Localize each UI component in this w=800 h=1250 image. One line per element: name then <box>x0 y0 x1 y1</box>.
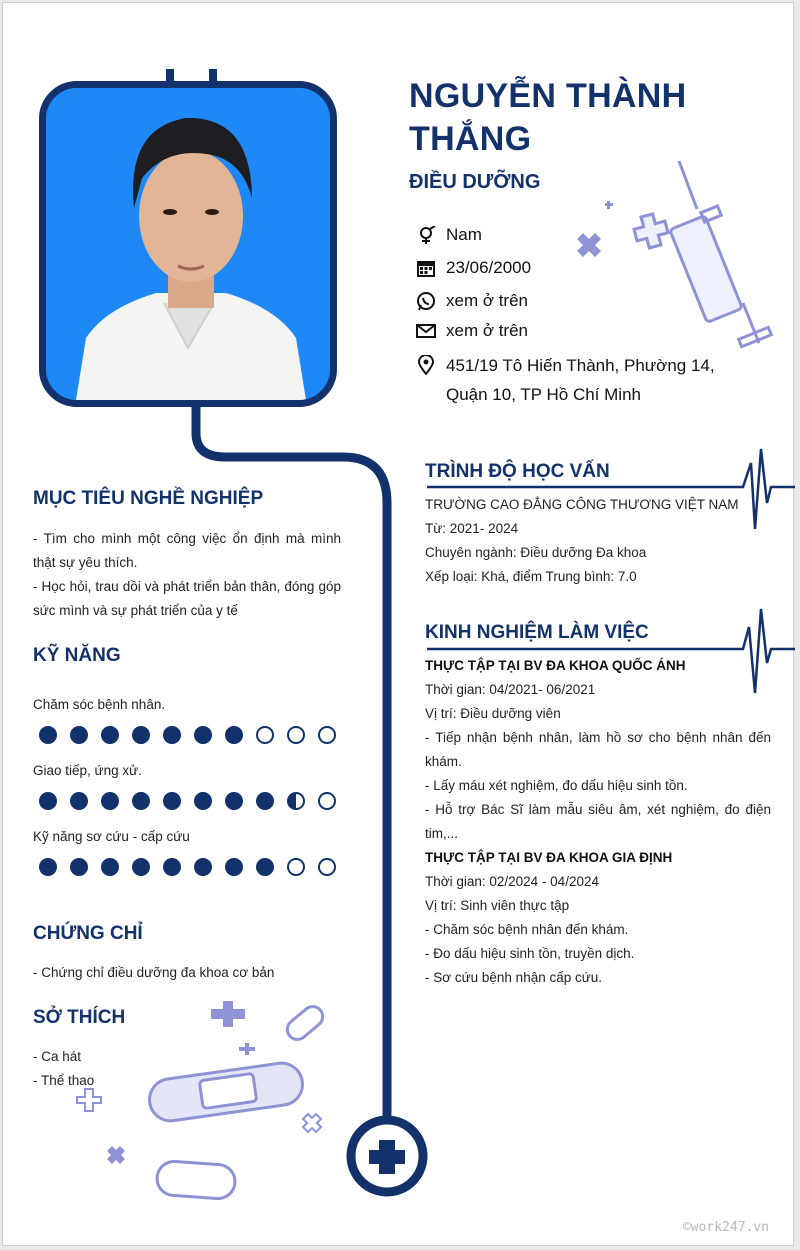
job-time: Thời gian: 02/2024 - 04/2024 <box>425 874 599 889</box>
gender-value: Nam <box>446 225 482 244</box>
profile-photo <box>39 81 337 407</box>
address-value <box>446 351 715 409</box>
skills-title: KỸ NĂNG <box>33 645 121 666</box>
skill-label: Giao tiếp, ứng xử. <box>33 763 142 778</box>
job-task: - Hỗ trợ Bác Sĩ làm mẫu siêu âm, xét nghiệm, đo điện tim,... <box>425 802 771 841</box>
skill-rating <box>39 726 336 744</box>
objective-title: MỤC TIÊU NGHỀ NGHIỆP <box>33 488 264 509</box>
skill-dot <box>194 792 212 810</box>
certificate-line: - Chứng chỉ điều dưỡng đa khoa cơ bản <box>33 965 275 980</box>
job-task: - Tiếp nhận bệnh nhân, làm hồ sơ cho bệnh nhân đến khám. <box>425 730 771 769</box>
job-company: THỰC TẬP TẠI BV ĐA KHOA QUỐC ÁNH <box>425 658 686 673</box>
study-period: Từ: 2021- 2024 <box>425 521 519 536</box>
job-position: Vị trí: Sinh viên thực tập <box>425 898 570 913</box>
whatsapp-icon <box>415 291 437 311</box>
bandage-icons <box>147 1002 327 1199</box>
calendar-icon <box>415 258 437 278</box>
mail-icon <box>415 321 437 341</box>
skill-dot <box>163 858 181 876</box>
email-value[interactable]: xem ở trên <box>446 321 529 340</box>
skill-dot <box>132 726 150 744</box>
skill-dot <box>194 858 212 876</box>
gender-icon <box>415 225 437 245</box>
skill-dot <box>225 858 243 876</box>
gender-row <box>415 225 482 245</box>
cross-icons <box>577 201 613 257</box>
job-task: - Đo dấu hiệu sinh tồn, truyền dịch. <box>425 946 635 961</box>
grade: Xếp loại: Khá, điểm Trung bình: 7.0 <box>425 569 637 584</box>
job-title: ĐIỀU DƯỠNG <box>409 171 541 193</box>
skill-dot <box>256 792 274 810</box>
plus-outline-icon <box>631 211 670 250</box>
watermark: ©work247.vn <box>682 1220 769 1235</box>
job-task: - Sơ cứu bệnh nhận cấp cứu. <box>425 970 603 985</box>
avatar <box>46 88 330 400</box>
job-company: THỰC TẬP TẠI BV ĐA KHOA GIA ĐỊNH <box>425 850 673 865</box>
skill-dot <box>39 792 57 810</box>
objective-line: - Học hỏi, trau dồi và phát triển bản thân, đóng góp sức mình và sự phát triển của y tế <box>33 579 341 618</box>
skill-dot <box>39 858 57 876</box>
skill-dot <box>225 726 243 744</box>
job-task: - Chăm sóc bệnh nhân đến khám. <box>425 922 629 937</box>
education-title: TRÌNH ĐỘ HỌC VẤN <box>425 461 610 482</box>
syringe-icon <box>670 161 772 347</box>
objective-line: - Tìm cho mình một công việc ổn định mà mình thật sự yêu thích. <box>33 531 341 570</box>
skill-dot <box>39 726 57 744</box>
skill-dot <box>318 792 336 810</box>
certificates-title: CHỨNG CHỈ <box>33 923 143 944</box>
job-time: Thời gian: 04/2021- 06/2021 <box>425 682 596 697</box>
candidate-name: NGUYỄN THÀNH THẮNG <box>409 77 687 158</box>
objective-text <box>33 527 341 623</box>
skill-dot <box>256 726 274 744</box>
hobbies-title: SỞ THÍCH <box>33 1007 126 1028</box>
skill-dot <box>132 792 150 810</box>
skill-dot <box>70 792 88 810</box>
address-row <box>415 351 715 409</box>
job-position: Vị trí: Điều dưỡng viên <box>425 706 561 721</box>
skill-dot <box>70 858 88 876</box>
phone-value[interactable]: xem ở trên <box>446 291 529 310</box>
skill-dot <box>287 792 305 810</box>
education-details <box>425 493 738 589</box>
experience-title: KINH NGHIỆM LÀM VIỆC <box>425 622 649 643</box>
skill-dot <box>163 726 181 744</box>
skill-dot <box>101 792 119 810</box>
hobbies-list <box>33 1045 94 1093</box>
skill-label: Chăm sóc bệnh nhân. <box>33 697 166 712</box>
school-name: TRƯỜNG CAO ĐẲNG CÔNG THƯƠNG VIỆT NAM <box>425 497 739 512</box>
phone-row <box>415 291 528 311</box>
skill-dot <box>132 858 150 876</box>
skill-label: Kỹ năng sơ cứu - cấp cứu <box>33 829 190 844</box>
skill-dot <box>318 726 336 744</box>
cv-page <box>2 2 794 1246</box>
skill-dot <box>194 726 212 744</box>
skill-dot <box>101 858 119 876</box>
skill-rating <box>39 792 336 810</box>
skill-dot <box>287 726 305 744</box>
hobby-item: - Ca hát <box>33 1049 82 1064</box>
experience-list <box>425 654 771 990</box>
skill-dot <box>225 792 243 810</box>
skill-dot <box>287 858 305 876</box>
birthday-value: 23/06/2000 <box>446 258 532 277</box>
location-pin-icon <box>415 355 437 375</box>
skill-dot <box>318 858 336 876</box>
job-task: - Lấy máu xét nghiệm, đo dấu hiệu sinh tồn. <box>425 778 688 793</box>
address-line-1: 451/19 Tô Hiến Thành, Phường 14, <box>446 356 715 375</box>
skill-dot <box>163 792 181 810</box>
skill-rating <box>39 858 336 876</box>
major: Chuyên ngành: Điều dưỡng Đa khoa <box>425 545 647 560</box>
birthday-row <box>415 258 531 278</box>
hobby-item: - Thể thao <box>33 1073 95 1088</box>
address-line-2: Quận 10, TP Hồ Chí Minh <box>446 385 641 404</box>
skill-dot <box>256 858 274 876</box>
skill-dot <box>70 726 88 744</box>
skill-dot <box>101 726 119 744</box>
email-row <box>415 321 528 341</box>
